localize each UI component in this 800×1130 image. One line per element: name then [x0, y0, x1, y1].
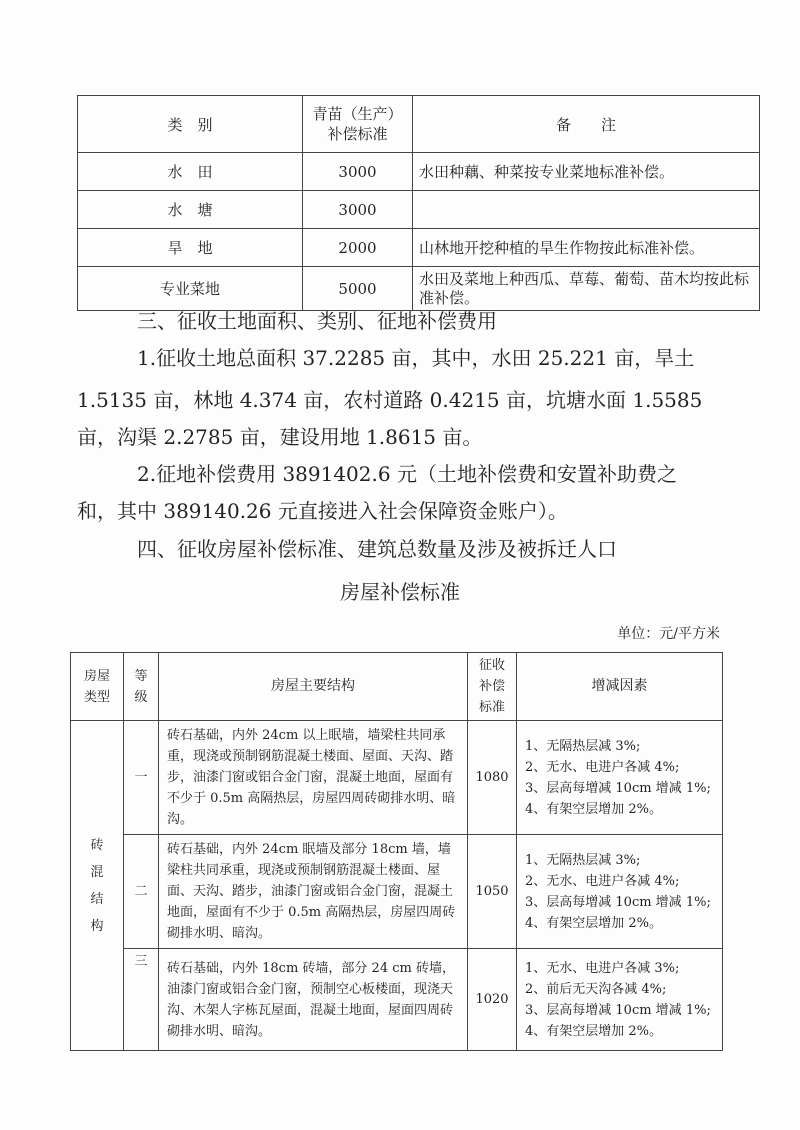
- section3-heading: 三、征收土地面积、类别、征地补偿费用: [137, 309, 497, 333]
- category: 水 塘: [78, 191, 303, 229]
- table-header-row: [71, 653, 723, 721]
- standard: 1020: [468, 949, 517, 1051]
- table-row: [71, 721, 723, 835]
- grade: 三: [124, 949, 159, 1051]
- factor: 2、无水、电进户各减 4%;: [525, 873, 680, 889]
- factors: [517, 835, 723, 949]
- category: 水 田: [78, 153, 303, 191]
- note: 水田种藕、种菜按专业菜地标准补偿。: [413, 153, 760, 191]
- factor: 1、无隔热层减 3%;: [525, 852, 641, 868]
- category: 旱 地: [78, 229, 303, 267]
- table-header-row: [78, 96, 760, 153]
- unit-label: 单位：元/平方米: [617, 626, 720, 642]
- standard: 5000: [303, 267, 413, 311]
- standard: 1050: [468, 835, 517, 949]
- factors: [517, 721, 723, 835]
- table-row: [78, 191, 760, 229]
- header-category: 类 别: [78, 96, 303, 153]
- table-row: [78, 229, 760, 267]
- header-type: 房屋类型: [84, 668, 111, 705]
- note: 水田及菜地上种西瓜、草莓、葡萄、苗木均按此标准补偿。: [413, 267, 760, 311]
- paragraph-line: 2.征地补偿费用 3891402.6 元（土地补偿费和安置补助费之: [137, 462, 677, 486]
- paragraph-line: 1.5135 亩，林地 4.374 亩，农村道路 0.4215 亩，坑塘水面 1.5585: [77, 388, 703, 412]
- note: [413, 191, 760, 229]
- standard: 2000: [303, 229, 413, 267]
- header-note: 备 注: [413, 96, 760, 153]
- header-standard: 青苗（生产）补偿标准: [303, 96, 413, 153]
- green-crop-compensation-table: [77, 95, 760, 311]
- structure: 砖石基础，内外 24cm 以上眠墙，墙梁柱共同承重，现浇或预制钢筋混凝土楼面、屋面、天沟、踏步，油漆门窗或铝合金门窗，混凝土地面，屋面有不少于 0.5m 高隔热层，房屋四周砖砌排水明、暗沟。: [159, 721, 468, 835]
- table-title: 房屋补偿标准: [340, 580, 460, 604]
- factor: 3、层高每增减 10cm 增减 1%;: [525, 894, 711, 910]
- house-type: 砖混结构: [90, 837, 104, 934]
- factor: 1、无水、电进户各减 3%;: [525, 960, 680, 976]
- grade: 二: [124, 835, 159, 949]
- note: 山林地开挖种植的旱生作物按此标准补偿。: [413, 229, 760, 267]
- paragraph-line: 亩，沟渠 2.2785 亩，建设用地 1.8615 亩。: [77, 425, 483, 449]
- factor: 3、层高每增减 10cm 增减 1%;: [525, 780, 711, 796]
- header-standard: 征收补偿标准: [479, 658, 506, 715]
- table-row: [71, 835, 723, 949]
- standard: 3000: [303, 191, 413, 229]
- paragraph-line: 和，其中 389140.26 元直接进入社会保障资金账户）。: [77, 499, 568, 523]
- table-row: [71, 949, 723, 1051]
- factor: 3、层高每增减 10cm 增减 1%;: [525, 1002, 711, 1018]
- house-compensation-table: [70, 652, 723, 1051]
- factor: 4、有架空层增加 2%。: [525, 915, 663, 931]
- structure: 砖石基础，内外 24cm 眠墙及部分 18cm 墙，墙梁柱共同承重，现浇或预制钢筋混凝土楼面、屋面、天沟、踏步，油漆门窗或铝合金门窗，混凝土地面，屋面有不少于 0.5m 高隔热层，房屋四周砖砌排水明、暗沟。: [159, 835, 468, 949]
- factor: 2、前后无天沟各减 4%;: [525, 981, 667, 997]
- section4-heading: 四、征收房屋补偿标准、建筑总数量及涉及被拆迁人口: [137, 537, 617, 561]
- factors: [517, 949, 723, 1051]
- factor: 1、无隔热层减 3%;: [525, 738, 641, 754]
- header-grade: 等级: [134, 668, 148, 705]
- grade: 一: [124, 721, 159, 835]
- header-factors: 增减因素: [517, 653, 723, 721]
- header-structure: 房屋主要结构: [159, 653, 468, 721]
- factor: 2、无水、电进户各减 4%;: [525, 759, 680, 775]
- standard: 3000: [303, 153, 413, 191]
- standard: 1080: [468, 721, 517, 835]
- category: 专业菜地: [78, 267, 303, 311]
- factor: 4、有架空层增加 2%。: [525, 801, 663, 817]
- paragraph-line: 1.征收土地总面积 37.2285 亩，其中，水田 25.221 亩，旱土: [137, 346, 695, 370]
- table-row: [78, 153, 760, 191]
- structure: 砖石基础，内外 18cm 砖墙，部分 24 cm 砖墙，油漆门窗或铝合金门窗，预制空心板楼面，现浇天沟、木架人字栋瓦屋面，混凝土地面，屋面四周砖砌排水明、暗沟。: [159, 949, 468, 1051]
- factor: 4、有架空层增加 2%。: [525, 1023, 663, 1039]
